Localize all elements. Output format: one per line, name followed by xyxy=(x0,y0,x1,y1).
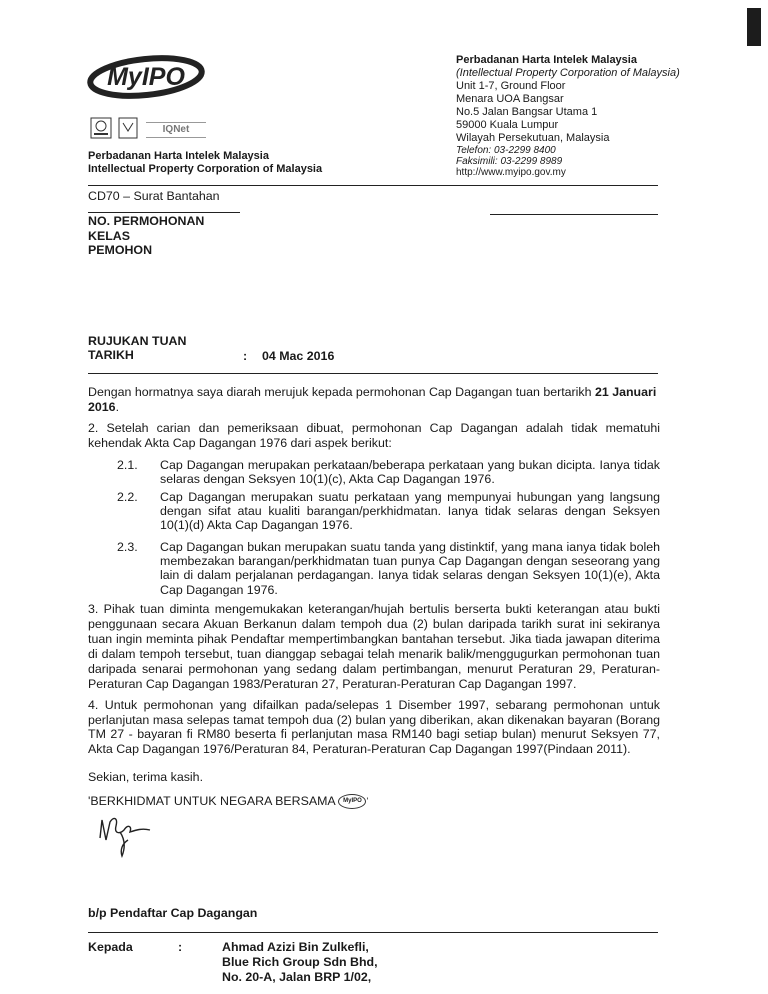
date-label: TARIKH xyxy=(88,348,134,362)
recipient-colon: : xyxy=(178,940,183,954)
item-text: Cap Dagangan bukan merupakan suatu tanda yang distinktif, yang mana ianya tidak boleh membezakan barangan/perkhidmatan tuan punya Cap Dagangan dengan seseorang yang lain di dalam perjalanan perdagangan. Ianya tidak selaras dengan Seksyen 10(1)(e), Akta Cap Dagangan 1976. xyxy=(160,540,660,597)
paragraph-1-end: . xyxy=(115,400,120,414)
class-label: KELAS xyxy=(88,229,130,243)
paragraph-2: 2. Setelah carian dan pemeriksaan dibuat, permohonan Cap Dagangan adalah tidak mematuhi kehendak Akta Cap Dagangan 1976 dari aspek berikut: xyxy=(88,421,660,450)
paragraph-1 xyxy=(88,385,660,415)
myipo-logo xyxy=(86,52,208,108)
application-year: 2016 xyxy=(88,400,116,414)
application-date: 21 Januari xyxy=(594,385,657,399)
scan-edge-mark xyxy=(747,8,761,46)
org-name-en: (Intellectual Property Corporation of Malaysia) xyxy=(456,67,680,79)
right-blank-line xyxy=(490,214,658,215)
myipo-logo-text: MyIPO xyxy=(107,63,185,91)
closing-text: Sekian, terima kasih. xyxy=(88,770,204,784)
letterhead-name-en: Intellectual Property Corporation of Malaysia xyxy=(88,163,323,175)
paragraph-3: 3. Pihak tuan diminta mengemukakan keterangan/hujah bertulis berserta bukti keterangan atau bukti penggunaan secara Akuan Berkanun dalam tempoh dua (2) bulan daripada tarikh surat ini sekiranya tuan ingin meminta pihak Pendaftar mempertimbangkan bantahan tersebut. Jika tiada jawapan diterima di dalam tempoh tersebut, tuan dianggap sebagai telah menarik balik/menggugurkan permohonan tuan daripada senarai permohonan yang sedang dalam pertimbangan, menurut Peraturan 29, Peraturan-Peraturan Cap Dagangan 1983/Peraturan 27, Peraturan-Peraturan Cap Dagangan 1997. xyxy=(88,602,660,691)
signatory-title: b/p Pendaftar Cap Dagangan xyxy=(88,906,258,920)
recipient-label: Kepada xyxy=(88,940,133,954)
ukas-cert-icon xyxy=(118,117,138,139)
sirim-cert-icon xyxy=(90,117,112,139)
letter-date: 04 Mac 2016 xyxy=(262,349,335,363)
fax-number: Faksimili: 03-2299 8989 xyxy=(456,156,563,167)
item-number: 2.3. xyxy=(117,540,138,554)
form-code: CD70 – Surat Bantahan xyxy=(88,189,220,203)
motto-end: ' xyxy=(366,796,369,806)
iqnet-cert-icon xyxy=(146,122,206,138)
item-text: Cap Dagangan merupakan perkataan/beberapa perkataan yang bukan dicipta. Ianya tidak selaras dengan Seksyen 10(1)(c), Akta Cap Dagangan 1976. xyxy=(160,458,660,487)
header-divider xyxy=(88,185,658,186)
date-colon: : xyxy=(243,349,248,363)
motto-logo-icon: MyIPO xyxy=(338,794,366,809)
item-number: 2.2. xyxy=(117,490,138,504)
motto-text: 'BERKHIDMAT UNTUK NEGARA BERSAMA xyxy=(88,794,336,808)
motto xyxy=(88,794,368,809)
iqnet-label: IQNet xyxy=(162,124,190,135)
paragraph-1-text: Dengan hormatnya saya diarah merujuk kepada permohonan Cap Dagangan tuan bertarikh xyxy=(88,385,592,399)
recipient-line: Blue Rich Group Sdn Bhd, xyxy=(222,955,378,969)
phone-number: Telefon: 03-2299 8400 xyxy=(456,145,556,156)
applicant-label: PEMOHON xyxy=(88,243,153,257)
recipient-line: Ahmad Azizi Bin Zulkefli, xyxy=(222,940,369,954)
item-number: 2.1. xyxy=(117,458,138,472)
application-number-label: NO. PERMOHONAN xyxy=(88,214,205,228)
reference-label: RUJUKAN TUAN xyxy=(88,334,187,348)
signature xyxy=(92,810,162,860)
item-text: Cap Dagangan merupakan suatu perkataan yang mempunyai hubungan yang langsung dengan sifat atau kualiti barangan/perkhidmatan. Ianya tidak selaras dengan Seksyen 10(1)(d) Akta Cap Dagangan 1976. xyxy=(160,490,660,533)
recipient-line: No. 20-A, Jalan BRP 1/02, xyxy=(222,970,372,984)
org-name-ms: Perbadanan Harta Intelek Malaysia xyxy=(456,54,637,66)
website-link: http://www.myipo.gov.my xyxy=(456,167,566,178)
letterhead-name-ms: Perbadanan Harta Intelek Malaysia xyxy=(88,150,269,162)
footer-divider xyxy=(88,932,658,933)
form-code-underline xyxy=(88,212,240,213)
paragraph-4: 4. Untuk permohonan yang difailkan pada/selepas 1 Disember 1997, sebarang permohonan untuk perlanjutan masa selepas tamat tempoh dua (2) bulan yang diberikan, akan dikenakan bayaran (Borang TM 27 - bayaran fi RM80 beserta fi perlanjutan masa RM140 bagi setiap bulan) menurut Seksyen 77, Akta Cap Dagangan 1976/Peraturan 84, Peraturan-Peraturan Cap Dagangan 1997(Pindaan 2011). xyxy=(88,698,660,756)
address-line: Wilayah Persekutuan, Malaysia xyxy=(456,132,610,144)
body-divider xyxy=(88,373,658,374)
address-line: Unit 1-7, Ground Floor xyxy=(456,80,566,92)
address-line: 59000 Kuala Lumpur xyxy=(456,119,559,131)
address-line: Menara UOA Bangsar xyxy=(456,93,564,105)
address-line: No.5 Jalan Bangsar Utama 1 xyxy=(456,106,598,118)
